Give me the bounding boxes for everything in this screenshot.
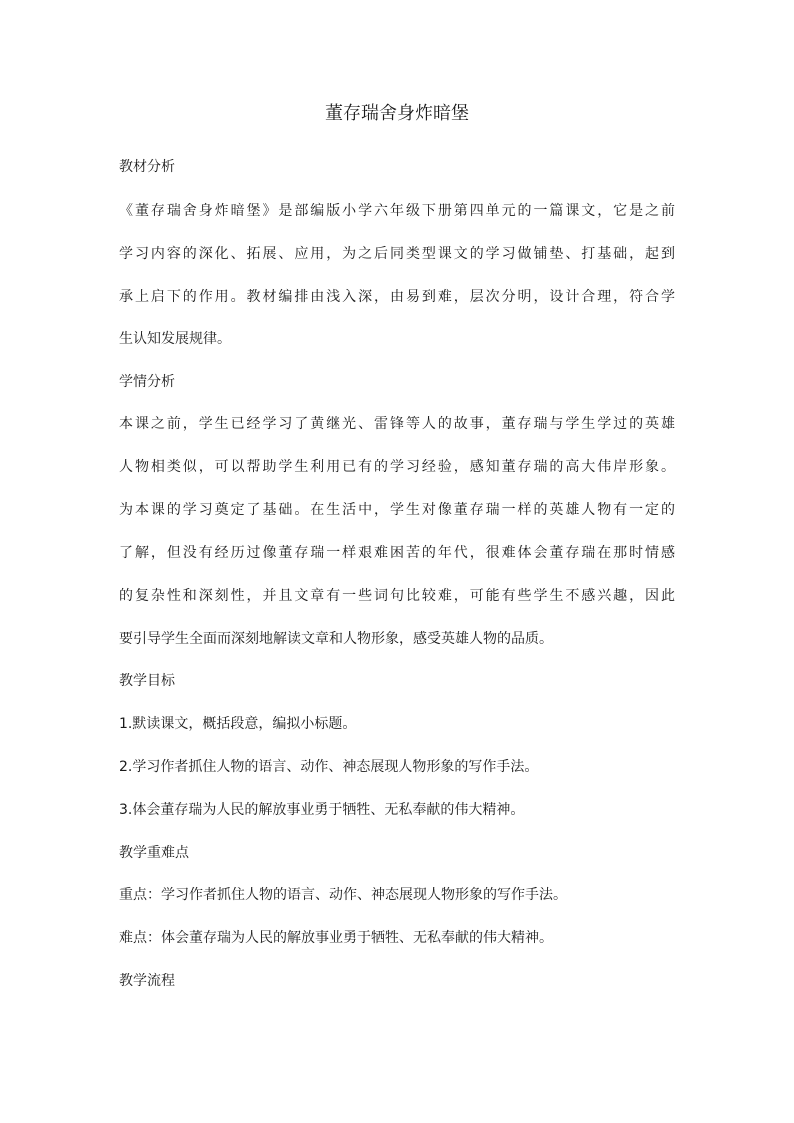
paragraph-line: 要引导学生全面而深刻地解读文章和人物形象，感受英雄人物的品质。 (119, 631, 553, 647)
section-heading-keypoints: 教学重难点 (119, 845, 189, 861)
paragraph-line: 本课之前，学生已经学习了黄继光、雷锋等人的故事，董存瑞与学生学过的英雄 (119, 416, 675, 432)
section-heading-goals: 教学目标 (119, 673, 175, 689)
goal-item: 3.体会董存瑞为人民的解放事业勇于牺牲、无私奉献的伟大精神。 (119, 802, 525, 818)
goal-item: 2.学习作者抓住人物的语言、动作、神态展现人物形象的写作手法。 (119, 759, 539, 775)
section-heading-analysis: 教材分析 (119, 159, 175, 175)
paragraph-line: 承上启下的作用。教材编排由浅入深，由易到难，层次分明，设计合理，符合学 (119, 289, 675, 305)
paragraph-line: 人物相类似，可以帮助学生利用已有的学习经验，感知董存瑞的高大伟岸形象。 (119, 459, 675, 475)
paragraph-line: 的复杂性和深刻性，并且文章有一些词句比较难，可能有些学生不感兴趣，因此 (119, 588, 675, 604)
goal-item: 1.默读课文，概括段意，编拟小标题。 (119, 716, 357, 732)
page-title: 董存瑞舍身炸暗堡 (325, 103, 469, 124)
paragraph-line: 生认知发展规律。 (119, 331, 231, 347)
paragraph-line: 为本课的学习奠定了基础。在生活中，学生对像董存瑞一样的英雄人物有一定的 (119, 502, 675, 518)
paragraph-line: 《董存瑞舍身炸暗堡》是部编版小学六年级下册第四单元的一篇课文，它是之前 (119, 203, 675, 219)
difficult-point: 难点：体会董存瑞为人民的解放事业勇于牺牲、无私奉献的伟大精神。 (119, 930, 553, 946)
section-heading-students: 学情分析 (119, 374, 175, 390)
paragraph-line: 了解，但没有经历过像董存瑞一样艰难困苦的年代，很难体会董存瑞在那时情感 (119, 545, 675, 561)
key-point: 重点：学习作者抓住人物的语言、动作、神态展现人物形象的写作手法。 (119, 887, 567, 903)
section-heading-process: 教学流程 (119, 973, 175, 989)
paragraph-line: 学习内容的深化、拓展、应用，为之后同类型课文的学习做铺垫、打基础，起到 (119, 246, 675, 262)
